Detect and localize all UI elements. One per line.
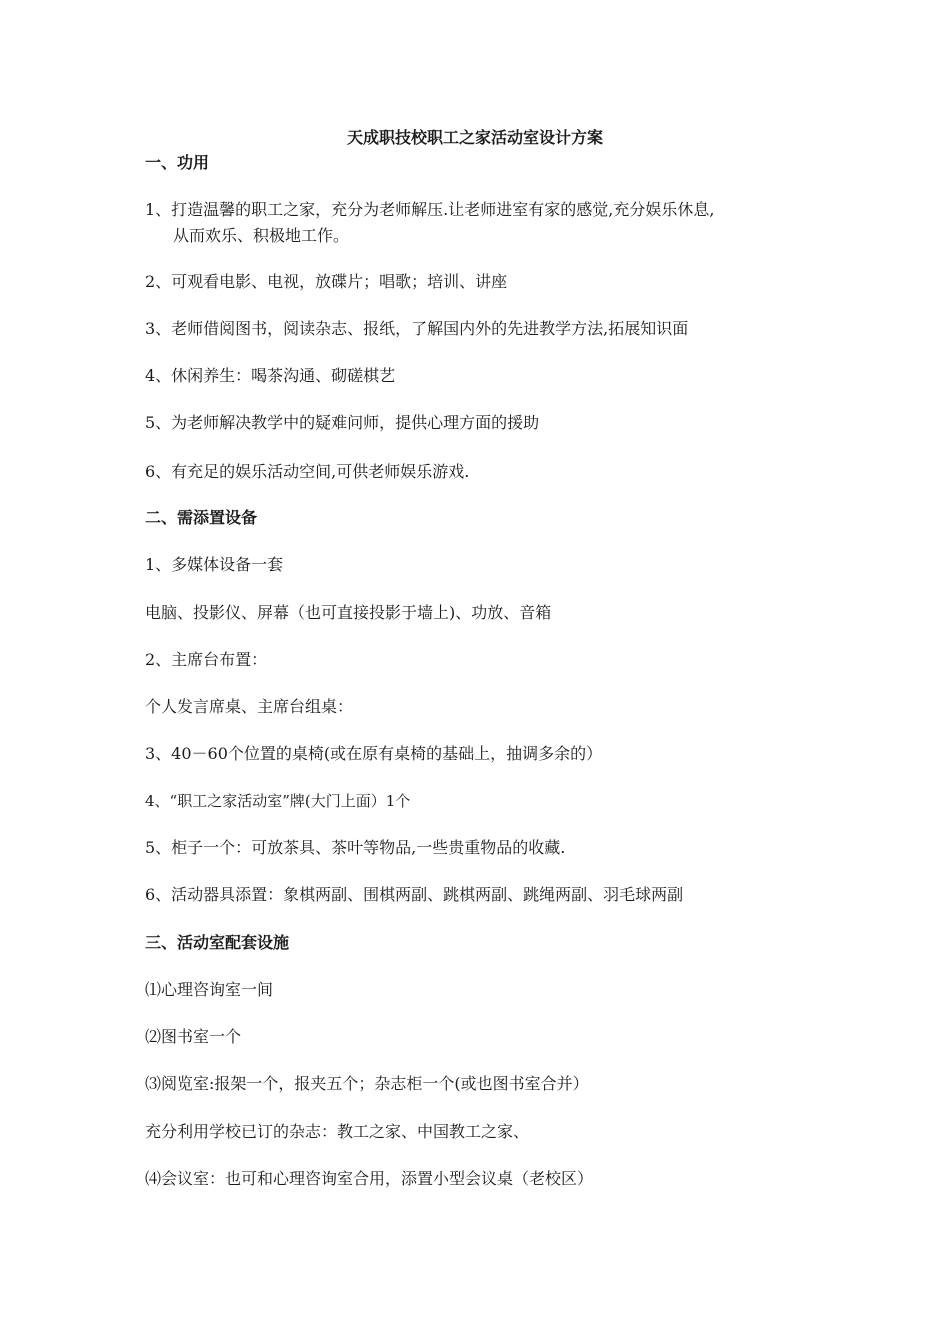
section-3-item-3: ⑶阅览室:报架一个，报夹五个；杂志柜一个(或也图书室合并）: [145, 1074, 589, 1093]
section-1-item-4: 4、休闲养生：喝茶沟通、砌磋棋艺: [145, 366, 396, 385]
section-1-item-3: 3、老师借阅图书，阅读杂志、报纸，了解国内外的先进教学方法,拓展知识面: [145, 319, 689, 338]
section-3-item-4: 充分利用学校已订的杂志：教工之家、中国教工之家、: [145, 1122, 530, 1141]
section-2-item-7: 5、柜子一个：可放茶具、茶叶等物品,一些贵重物品的收藏.: [145, 838, 566, 857]
section-2-item-4: 个人发言席桌、主席台组桌：: [145, 697, 354, 716]
section-1-item-1-continuation: 从而欢乐、积极地工作。: [173, 226, 350, 245]
section-1-item-6: 6、有充足的娱乐活动空间,可供老师娱乐游戏.: [145, 462, 470, 481]
section-1-item-1: [145, 199, 825, 221]
section-heading-1: 一、功用: [145, 153, 210, 172]
section-2-item-8: 6、活动器具添置：象棋两副、围棋两副、跳棋两副、跳绳两副、羽毛球两副: [145, 885, 684, 904]
section-3-item-5: ⑷会议室：也可和心理咨询室合用，添置小型会议桌（老校区）: [145, 1169, 594, 1188]
section-2-item-5: 3、40－60个位置的桌椅(或在原有桌椅的基础上，抽调多余的）: [145, 744, 603, 763]
section-3-item-1: ⑴心理咨询室一间: [145, 980, 274, 999]
section-2-item-2: 电脑、投影仪、屏幕（也可直接投影于墙上)、功放、音箱: [145, 603, 552, 622]
section-1-item-2: 2、可观看电影、电视，放碟片；唱歌；培训、讲座: [145, 272, 508, 291]
section-2-item-3: 2、主席台布置：: [145, 650, 268, 669]
section-2-item-1: 1、多媒体设备一套: [145, 555, 284, 574]
document-title: 天成职技校职工之家活动室设计方案: [346, 128, 603, 147]
section-3-item-2: ⑵图书室一个: [145, 1027, 242, 1046]
section-1-item-1-line-1: 1、打造温馨的职工之家，充分为老师解压.让老师进室有家的感觉,充分娱乐休息,: [145, 200, 715, 219]
section-1-item-5: 5、为老师解决教学中的疑难问师，提供心理方面的援助: [145, 413, 540, 432]
section-2-item-6: 4、“职工之家活动室”牌(大门上面）1个: [145, 792, 411, 810]
section-heading-2: 二、需添置设备: [145, 508, 258, 527]
section-heading-3: 三、活动室配套设施: [145, 933, 290, 952]
